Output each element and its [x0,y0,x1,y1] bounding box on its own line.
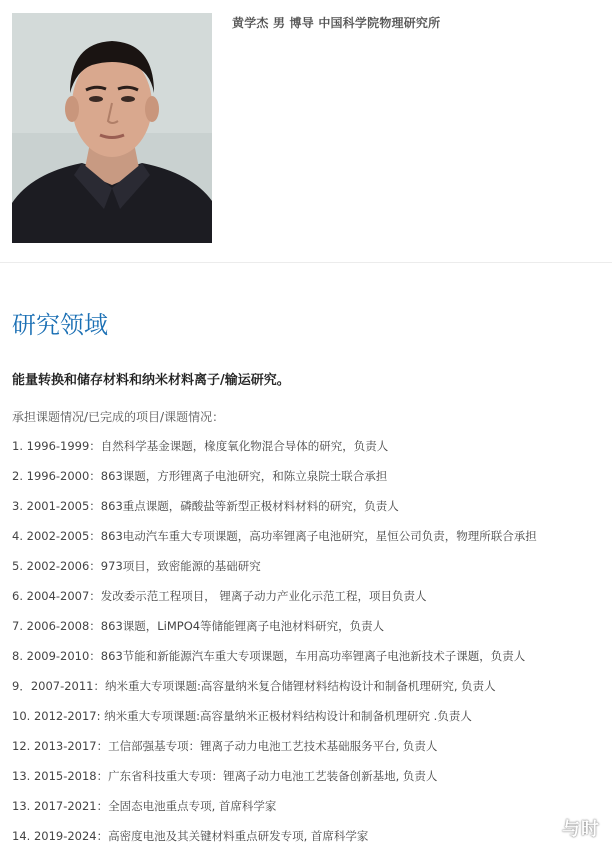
project-item: 6. 2004-2007：发改委示范工程项目， 锂离子动力产业化示范工程，项目负责人 [12,589,427,603]
project-item: 10. 2012-2017: 纳米重大专项课题:高容量纳米正极材料结构设计和制备机理研究 .负责人 [12,709,472,723]
project-item: 7. 2006-2008：863课题，LiMPO4等储能锂离子电池材料研究，负责人 [12,619,385,633]
divider [0,262,612,263]
profile-photo [12,13,212,243]
portrait-image [12,13,212,243]
project-list [12,436,537,856]
project-item: 5. 2002-2006：973项目，致密能源的基础研究 [12,559,261,573]
project-item: 4. 2002-2005：863电动汽车重大专项课题，高功率锂离子电池研究，星恒公司负责，物理所联合承担 [12,529,537,543]
project-item: 12. 2013-2017：工信部强基专项：锂离子动力电池工艺技术基础服务平台, 负责人 [12,739,438,753]
watermark-text: 与时 [562,819,600,840]
project-item: 8. 2009-2010：863节能和新能源汽车重大专项课题，车用高功率锂离子电池新技术子课题，负责人 [12,649,526,663]
project-item: 14. 2019-2024：高密度电池及其关键材料重点研发专项, 首席科学家 [12,829,369,843]
project-item: 13. 2017-2021：全固态电池重点专项, 首席科学家 [12,799,277,813]
project-item: 2. 1996-2000：863课题，方形锂离子电池研究，和陈立泉院士联合承担 [12,469,388,483]
project-item: 13. 2015-2018：广东省科技重大专项：锂离子动力电池工艺装备创新基地, 负责人 [12,769,438,783]
project-item: 3. 2001-2005：863重点课题，磷酸盐等新型正极材料材料的研究，负责人 [12,499,399,513]
research-headline: 能量转换和储存材料和纳米材料离子/输运研究。 [12,373,290,388]
project-item: 9．2007-2011：纳米重大专项课题:高容量纳米复合储锂材料结构设计和制备机理研究, 负责人 [12,679,496,693]
watermark [542,815,600,841]
profile-caption: 黄学杰 男 博导 中国科学院物理研究所 [232,16,441,30]
section-title: 研究领域 [12,311,108,339]
project-item: 1. 1996-1999：自然科学基金课题，椽度氧化物混合导体的研究，负责人 [12,439,389,453]
projects-intro: 承担课题情况/已完成的项目/课题情况： [12,410,225,424]
person-icon [542,817,560,840]
